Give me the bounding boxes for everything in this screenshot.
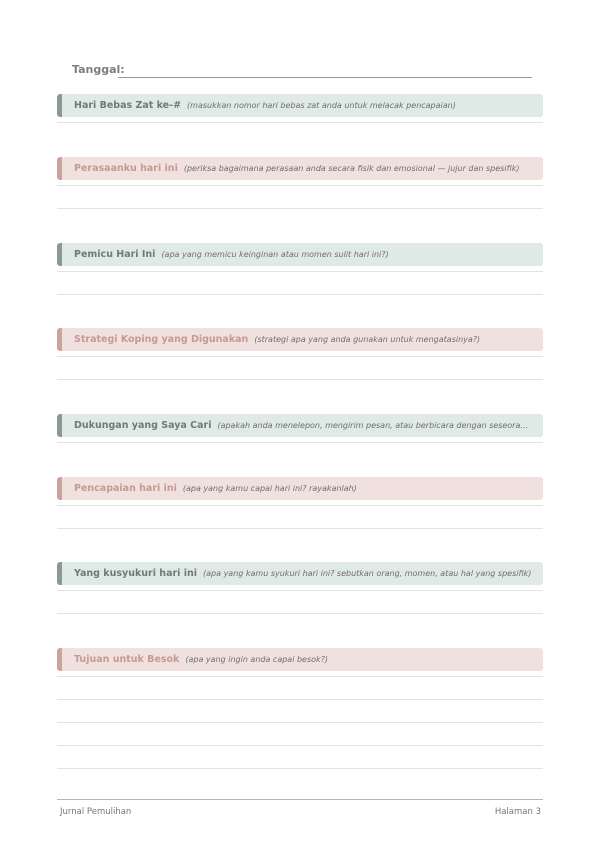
section-header [57, 157, 543, 180]
writing-line[interactable] [57, 356, 543, 357]
section-hint: (apa yang kamu capai hari ini? rayakanlah) [182, 484, 357, 493]
writing-line[interactable] [57, 699, 543, 700]
writing-line[interactable] [57, 722, 543, 723]
section-triggers-today [57, 243, 543, 266]
section-substance-free-day [57, 94, 543, 117]
writing-line[interactable] [57, 294, 543, 295]
section-header [57, 243, 543, 266]
section-header [57, 414, 543, 437]
section-hint: (periksa bagaimana perasaan anda secara fisik dan emosional — jujur dan spesifik) [183, 164, 520, 173]
section-hint: (strategi apa yang anda gunakan untuk mengatasinya?) [254, 335, 481, 344]
date-input-line[interactable] [118, 77, 532, 78]
writing-line[interactable] [57, 745, 543, 746]
section-hint: (masukkan nomor hari bebas zat anda untuk melacak pencapaian) [187, 101, 456, 110]
writing-line[interactable] [57, 505, 543, 506]
section-title: Dukungan yang Saya Cari [74, 420, 212, 431]
section-title: Pencapaian hari ini [74, 483, 177, 494]
section-title: Pemicu Hari Ini [74, 249, 156, 260]
section-header [57, 562, 543, 585]
section-title: Perasaanku hari ini [74, 163, 178, 174]
section-title: Hari Bebas Zat ke-# [74, 100, 182, 111]
section-title: Tujuan untuk Besok [74, 654, 180, 665]
writing-line[interactable] [57, 271, 543, 272]
section-header [57, 94, 543, 117]
section-header [57, 328, 543, 351]
section-hint: (apa yang kamu syukuri hari ini? sebutkan orang, momen, atau hal yang spesifik) [203, 569, 532, 578]
date-row [72, 62, 532, 80]
writing-line[interactable] [57, 590, 543, 591]
section-title: Yang kusyukuri hari ini [74, 568, 198, 579]
section-header [57, 648, 543, 671]
writing-line[interactable] [57, 208, 543, 209]
section-header [57, 477, 543, 500]
footer-divider [57, 799, 543, 800]
writing-line[interactable] [57, 442, 543, 443]
writing-line[interactable] [57, 528, 543, 529]
footer-journal-title: Jurnal Pemulihan [60, 807, 132, 817]
section-hint: (apa yang memicu keinginan atau momen sulit hari ini?) [161, 250, 389, 259]
writing-line[interactable] [57, 613, 543, 614]
writing-line[interactable] [57, 379, 543, 380]
section-gratitude-today [57, 562, 543, 585]
section-title: Strategi Koping yang Digunakan [74, 334, 249, 345]
section-support-sought [57, 414, 543, 437]
writing-line[interactable] [57, 676, 543, 677]
writing-line[interactable] [57, 768, 543, 769]
writing-line[interactable] [57, 122, 543, 123]
date-label: Tanggal: [72, 63, 125, 76]
section-goals-tomorrow [57, 648, 543, 671]
section-achievements-today [57, 477, 543, 500]
section-hint: (apa yang ingin anda capai besok?) [185, 655, 329, 664]
writing-line[interactable] [57, 185, 543, 186]
footer-page-number: Halaman 3 [494, 807, 541, 817]
section-hint: (apakah anda menelepon, mengirim pesan, atau berbicara dengan seseoran... [217, 421, 534, 430]
section-coping-strategies [57, 328, 543, 351]
section-feelings-today [57, 157, 543, 180]
